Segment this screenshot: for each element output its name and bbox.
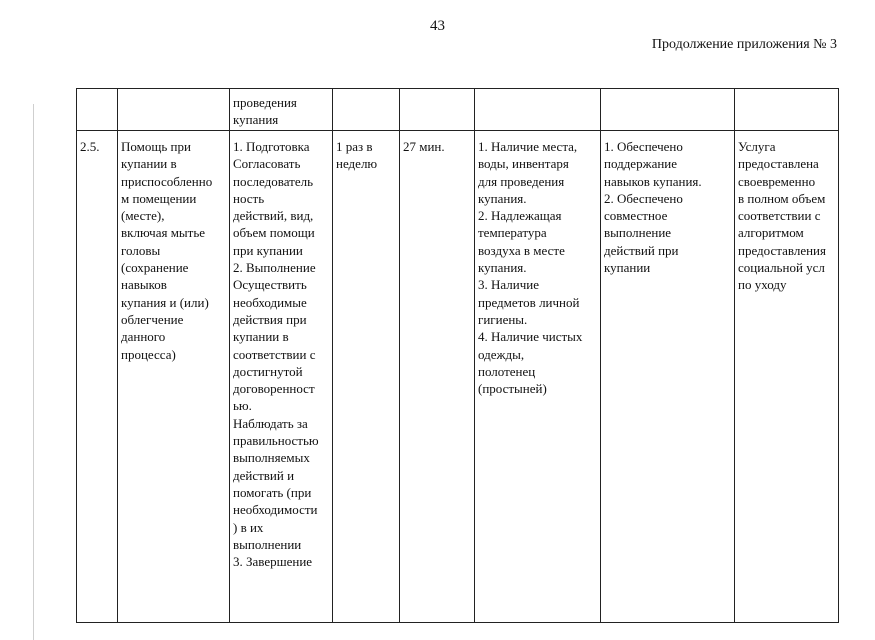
text-line: действий при bbox=[604, 242, 679, 258]
text-line: социальной усл bbox=[738, 260, 825, 276]
cell-frequency bbox=[333, 89, 400, 131]
text-line: облегчение bbox=[121, 311, 184, 327]
text-line: купании bbox=[604, 260, 651, 276]
text-line: головы bbox=[121, 242, 161, 258]
text-line: ность bbox=[233, 190, 265, 206]
text-line: полотенец bbox=[478, 363, 536, 379]
text-line: навыков bbox=[121, 277, 167, 293]
text-line: 2. Надлежащая bbox=[478, 208, 562, 224]
text-line: для проведения bbox=[478, 173, 565, 189]
text-line: 3. Наличие bbox=[478, 277, 539, 293]
text-line: выполняемых bbox=[233, 450, 310, 466]
text-line: м помещении bbox=[121, 190, 197, 206]
text-line: договоренност bbox=[233, 381, 315, 397]
text-line: ) в их bbox=[233, 519, 264, 535]
text-line: включая мытье bbox=[121, 225, 206, 241]
text-line: 2. Обеспечено bbox=[604, 190, 683, 206]
cell-service bbox=[118, 131, 230, 623]
text-line: действий, вид, bbox=[233, 208, 314, 224]
appendix-continuation-title: Продолжение приложения № 3 bbox=[651, 37, 837, 52]
text-line: помогать (при bbox=[233, 484, 312, 500]
cell-service bbox=[118, 89, 230, 131]
text-line: воды, инвентаря bbox=[478, 156, 569, 172]
text-line: 2. Выполнение bbox=[233, 260, 316, 276]
table-row-continuation bbox=[77, 89, 839, 131]
text-line: 4. Наличие чистых bbox=[478, 329, 583, 345]
text-line: Помощь при bbox=[121, 139, 191, 154]
text-line: 1 раз в bbox=[336, 139, 373, 154]
text-line: поддержание bbox=[604, 156, 678, 172]
text-line: соответствии с bbox=[233, 346, 316, 362]
text-line: алгоритмом bbox=[738, 225, 804, 241]
text-line: необходимости bbox=[233, 502, 318, 518]
text-line: необходимые bbox=[233, 294, 307, 310]
text-line: предметов личной bbox=[478, 294, 580, 310]
text-line: воздуха в месте bbox=[478, 242, 565, 258]
text-line: купании в bbox=[121, 156, 177, 172]
text-line: при купании bbox=[233, 242, 303, 258]
text-line: Осуществить bbox=[233, 277, 307, 293]
text-line: Услуга bbox=[738, 139, 776, 154]
text-line: выполнение bbox=[604, 225, 672, 241]
text-line: купании в bbox=[233, 329, 289, 345]
cell-frequency bbox=[333, 131, 400, 623]
text-line: 3. Завершение bbox=[233, 554, 313, 570]
text-line: купания и (или) bbox=[121, 294, 209, 310]
text-line: в полном объем bbox=[738, 190, 826, 206]
page-number: 43 bbox=[430, 18, 445, 34]
text-line: данного bbox=[121, 329, 166, 345]
cell-duration: 27 мин. bbox=[400, 131, 475, 623]
text-line: процесса) bbox=[121, 346, 176, 362]
text-line: (месте), bbox=[121, 208, 165, 224]
text-line: Согласовать bbox=[233, 156, 301, 172]
text-line: неделю bbox=[336, 156, 378, 172]
text-line: 1. Обеспечено bbox=[604, 139, 683, 154]
text-line: навыков купания. bbox=[604, 173, 702, 189]
text-line: предоставления bbox=[738, 242, 826, 258]
text-line: 1. Наличие места, bbox=[478, 139, 578, 154]
text-line: выполнении bbox=[233, 536, 302, 552]
text-line: купания. bbox=[478, 190, 527, 206]
cell-results bbox=[601, 131, 735, 623]
text-line: своевременно bbox=[738, 173, 816, 189]
text-line: приспособленно bbox=[121, 173, 213, 189]
text-line: действия при bbox=[233, 311, 307, 327]
text-line: Наблюдать за bbox=[233, 415, 308, 431]
services-table bbox=[76, 88, 839, 623]
text-line: купания bbox=[233, 112, 279, 128]
cell-number: 2.5. bbox=[77, 131, 118, 623]
cell-number bbox=[77, 89, 118, 131]
text-line: совместное bbox=[604, 208, 668, 224]
cell-assessment bbox=[735, 131, 839, 623]
text-line: предоставлена bbox=[738, 156, 819, 172]
cell-results bbox=[601, 89, 735, 131]
text-line: одежды, bbox=[478, 346, 525, 362]
text-line: правильностью bbox=[233, 433, 319, 449]
text-line: действий и bbox=[233, 467, 295, 483]
text-line: купания. bbox=[478, 260, 527, 276]
cell-duration bbox=[400, 89, 475, 131]
text-line: гигиены. bbox=[478, 311, 528, 327]
cell-conditions bbox=[475, 89, 601, 131]
page-edge-line bbox=[33, 104, 34, 640]
cell-procedure bbox=[230, 89, 333, 131]
text-line: последователь bbox=[233, 173, 314, 189]
table-row-2-5 bbox=[77, 131, 839, 623]
text-line: объем помощи bbox=[233, 225, 315, 241]
cell-conditions bbox=[475, 131, 601, 623]
text-line: (сохранение bbox=[121, 260, 189, 276]
text-line: достигнутой bbox=[233, 363, 303, 379]
text-line: по уходу bbox=[738, 277, 787, 293]
cell-procedure bbox=[230, 131, 333, 623]
text-line: температура bbox=[478, 225, 547, 241]
text-line: соответствии с bbox=[738, 208, 821, 224]
text-line: проведения bbox=[233, 95, 297, 110]
text-line: 1. Подготовка bbox=[233, 139, 310, 154]
cell-assessment bbox=[735, 89, 839, 131]
text-line: (простыней) bbox=[478, 381, 547, 397]
text-line: ью. bbox=[233, 398, 252, 414]
